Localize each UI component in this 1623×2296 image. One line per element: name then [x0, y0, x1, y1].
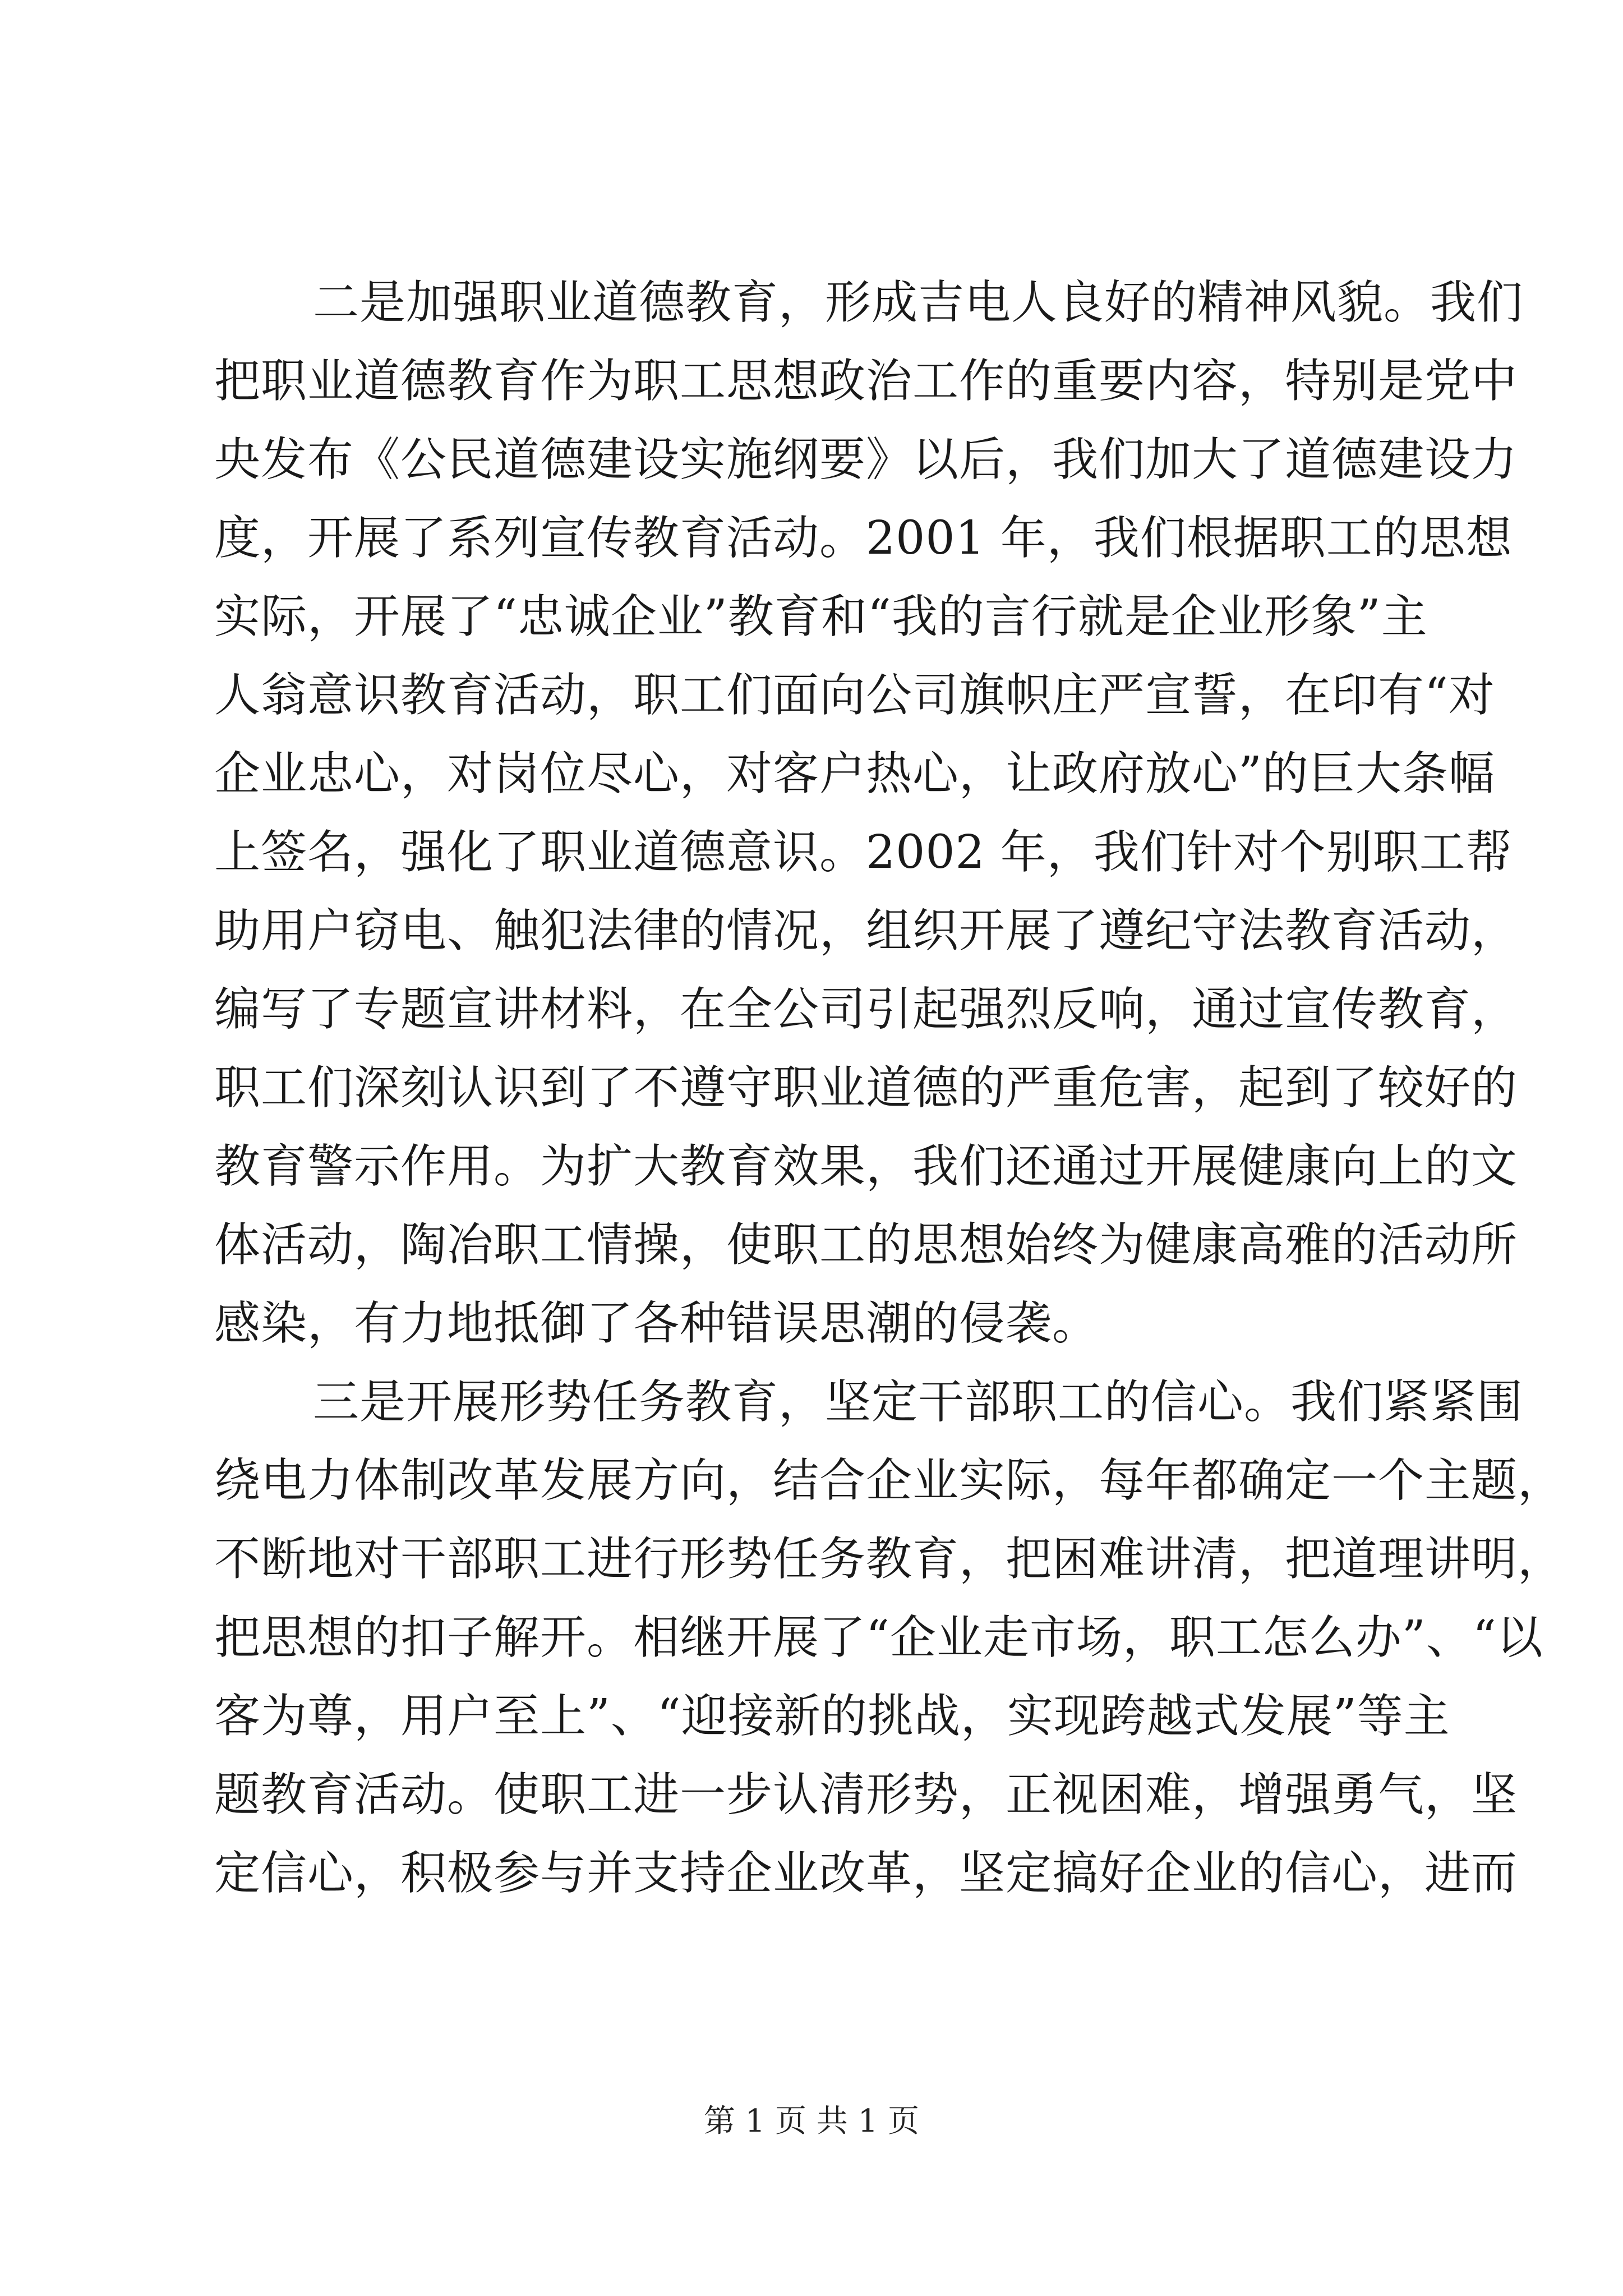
paragraph-line: 三是开展形势任务教育，坚定干部职工的信心。我们紧紧围 [313, 1375, 1524, 1429]
paragraph-line: 把思想的扣子解开。相继开展了“企业走市场，职工怎么办”、“以 [214, 1611, 1543, 1664]
paragraph-line: 题教育活动。使职工进一步认清形势，正视困难，增强勇气，坚 [214, 1768, 1518, 1821]
paragraph-line: 度，开展了系列宣传教育活动。2001 年，我们根据职工的思想 [214, 512, 1513, 565]
paragraph-line: 上签名，强化了职业道德意识。2002 年，我们针对个别职工帮 [214, 826, 1513, 879]
paragraph-line: 助用户窃电、触犯法律的情况，组织开展了遵纪守法教育活动， [214, 904, 1518, 958]
paragraph-line: 体活动，陶冶职工情操，使职工的思想始终为健康高雅的活动所 [214, 1218, 1518, 1272]
paragraph-line: 不断地对干部职工进行形势任务教育，把困难讲清，把道理讲明， [214, 1533, 1565, 1586]
paragraph-line: 感染，有力地抵御了各种错误思潮的侵袭。 [214, 1297, 1099, 1350]
paragraph-line: 定信心，积极参与并支持企业改革，坚定搞好企业的信心，进而 [214, 1847, 1518, 1900]
paragraph-line: 编写了专题宣讲材料，在全公司引起强烈反响，通过宣传教育， [214, 983, 1518, 1036]
paragraph-line: 教育警示作用。为扩大教育效果，我们还通过开展健康向上的文 [214, 1140, 1518, 1193]
paragraph-line: 客为尊，用户至上”、“迎接新的挑战，实现跨越式发展”等主 [214, 1690, 1450, 1743]
paragraph-line: 人翁意识教育活动，职工们面向公司旗帜庄严宣誓，在印有“对 [214, 669, 1495, 722]
paragraph-line: 实际，开展了“忠诚企业”教育和“我的言行就是企业形象”主 [214, 590, 1428, 643]
paragraph-line: 央发布《公民道德建设实施纲要》以后，我们加大了道德建设力 [214, 433, 1518, 486]
page-number-footer: 第 1 页 共 1 页 [703, 2103, 920, 2139]
paragraph-line: 把职业道德教育作为职工思想政治工作的重要内容，特别是党中 [214, 355, 1518, 408]
paragraph-line: 绕电力体制改革发展方向，结合企业实际，每年都确定一个主题， [214, 1454, 1565, 1507]
paragraph-line: 企业忠心，对岗位尽心，对客户热心，让政府放心”的巨大条幅 [214, 747, 1495, 800]
paragraph-line: 二是加强职业道德教育，形成吉电人良好的精神风貌。我们 [313, 276, 1524, 329]
paragraph-line: 职工们深刻认识到了不遵守职业道德的严重危害，起到了较好的 [214, 1061, 1518, 1115]
